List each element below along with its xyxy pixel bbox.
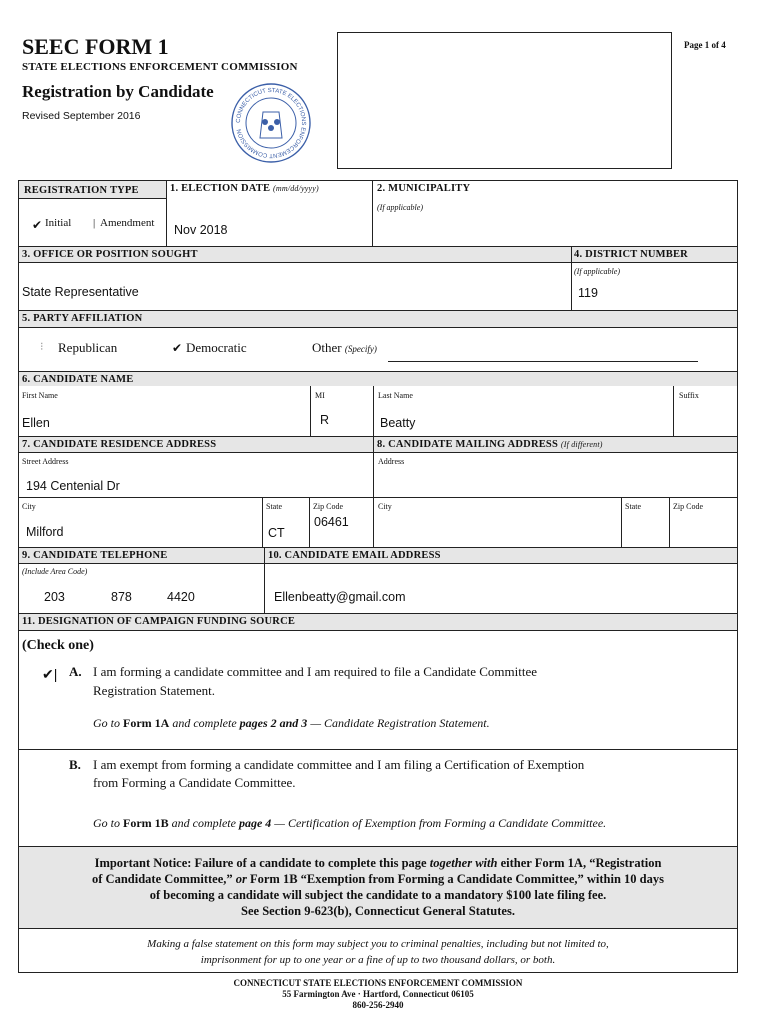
option-a-checkbox[interactable]: ✔| (42, 666, 58, 682)
city-field[interactable]: Milford (26, 525, 64, 539)
city-label: City (22, 502, 36, 511)
zip-label: Zip Code (313, 502, 343, 511)
street-label: Street Address (22, 457, 69, 466)
mi-label: MI (315, 391, 325, 400)
office-field[interactable]: State Representative (22, 285, 139, 299)
district-field[interactable]: 119 (578, 286, 598, 300)
district-hint: (If applicable) (574, 267, 620, 276)
option-a-instructions: Go to Form 1A and complete pages 2 and 3 — Candidate Registration Statement. (93, 716, 490, 730)
footer-phone: 860-256-2940 (352, 1000, 404, 1010)
last-name-field[interactable]: Beatty (380, 416, 416, 430)
street-field[interactable]: 194 Centenial Dr (26, 479, 120, 493)
funding-label: 11. DESIGNATION OF CAMPAIGN FUNDING SOURCE (22, 616, 296, 627)
seal-ring-text: CONNECTICUT STATE ELECTIONS ENFORCEMENT COMMISSION (235, 87, 307, 159)
false-statement-warning: Making a false statement on this form may subject you to criminal penalties, including but not limited to, imprisonment for up to one year or a fine of up to two thousand dollars, or both. (147, 938, 609, 966)
telephone-label: 9. CANDIDATE TELEPHONE (22, 550, 168, 561)
footer (19, 978, 737, 1011)
agency-name: STATE ELECTIONS ENFORCEMENT COMMISSION (22, 61, 298, 73)
registration-type-label: REGISTRATION TYPE (24, 185, 139, 196)
first-name-field[interactable]: Ellen (22, 416, 50, 430)
revised-date: Revised September 2016 (22, 110, 141, 122)
candidate-name-label: 6. CANDIDATE NAME (22, 374, 134, 385)
telephone-hint: (Include Area Code) (22, 567, 88, 576)
municipality-hint: (If applicable) (377, 203, 423, 212)
republican-label: Republican (58, 340, 118, 355)
important-notice: Important Notice: Failure of a candidate to complete this page together with either Form 1A, “Registration of Candidate Committee,” or Form 1B “Exemption from Forming a Candidate Committee,” within 10 days of becoming a candidate will subject the candidate to a mandatory $100 late filing fee. See Section 9-623(b), Connecticut General Statutes. (92, 856, 664, 918)
suffix-label: Suffix (679, 391, 699, 400)
phone-line[interactable]: 4420 (167, 590, 195, 604)
option-b-letter: B. (69, 757, 81, 772)
option-b-line2: from Forming a Candidate Committee. (93, 775, 296, 790)
initial-checkbox[interactable]: ✔ (32, 218, 43, 232)
municipality-label: 2. MUNICIPALITY (377, 183, 471, 194)
mi-field[interactable]: R (320, 413, 330, 427)
district-label: 4. DISTRICT NUMBER (574, 249, 688, 260)
residence-label: 7. CANDIDATE RESIDENCE ADDRESS (22, 439, 217, 450)
option-a-letter: A. (69, 664, 82, 679)
option-a-line2: Registration Statement. (93, 683, 216, 698)
footer-org: CONNECTICUT STATE ELECTIONS ENFORCEMENT COMMISSION (233, 978, 523, 988)
other-specify-line (388, 361, 698, 362)
office-use-box (337, 32, 672, 169)
last-name-label: Last Name (378, 391, 413, 400)
mailing-city-label: City (378, 502, 392, 511)
mailing-label: 8. CANDIDATE MAILING ADDRESS (If different) (377, 439, 603, 450)
election-date-field[interactable]: Nov 2018 (174, 223, 228, 237)
election-date-label: 1. ELECTION DATE (mm/dd/yyyy) (170, 183, 319, 194)
form-title: SEEC FORM 1 (22, 34, 169, 59)
republican-checkbox[interactable]: ⁝ (40, 341, 44, 353)
democratic-label: Democratic (186, 340, 247, 355)
state-label: State (266, 502, 282, 511)
first-name-label: First Name (22, 391, 58, 400)
mailing-address-label: Address (378, 457, 405, 466)
zip-field[interactable]: 06461 (314, 515, 349, 529)
mailing-state-label: State (625, 502, 641, 511)
option-a-line1: I am forming a candidate committee and I am required to file a Candidate Committee (93, 664, 538, 679)
party-label: 5. PARTY AFFILIATION (22, 313, 143, 324)
state-seal (230, 82, 312, 164)
mailing-zip-label: Zip Code (673, 502, 703, 511)
other-label: Other (Specify) (312, 340, 377, 355)
democratic-checkbox[interactable]: ✔ (172, 341, 183, 355)
page-number: Page 1 of 4 (684, 40, 726, 50)
phone-area-code[interactable]: 203 (44, 590, 65, 604)
check-one-label: (Check one) (22, 638, 94, 653)
state-field[interactable]: CT (268, 526, 285, 540)
office-label: 3. OFFICE OR POSITION SOUGHT (22, 249, 198, 260)
form-subtitle: Registration by Candidate (22, 82, 214, 101)
email-field[interactable]: Ellenbeatty@gmail.com (274, 590, 406, 604)
email-label: 10. CANDIDATE EMAIL ADDRESS (268, 550, 441, 561)
option-b-instructions: Go to Form 1B and complete page 4 — Certification of Exemption from Forming a Candidate Committee. (93, 816, 607, 830)
amendment-label: Amendment (100, 217, 155, 229)
initial-label: Initial (45, 217, 72, 229)
amendment-checkbox[interactable]: | (93, 217, 96, 229)
phone-prefix[interactable]: 878 (111, 590, 132, 604)
footer-address: 55 Farmington Ave · Hartford, Connecticut 06105 (282, 989, 474, 999)
option-b-line1: I am exempt from forming a candidate committee and I am filing a Certification of Exemption (93, 757, 585, 772)
